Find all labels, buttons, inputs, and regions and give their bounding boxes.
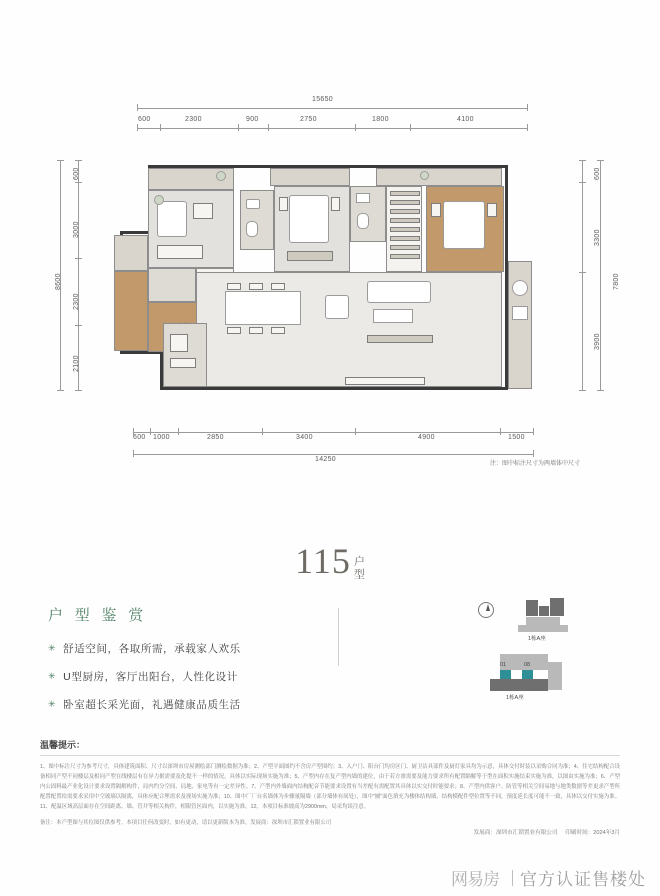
- furniture-counter: [390, 200, 420, 205]
- furniture-sink: [356, 193, 370, 203]
- decor-plant: [216, 171, 226, 181]
- site-block-label: 1栋A座: [506, 695, 524, 701]
- furniture-dining-table: [225, 291, 301, 325]
- dim-tick: [268, 124, 269, 131]
- dim-tick: [597, 390, 604, 391]
- dim-tick: [75, 390, 82, 391]
- room-utility: [163, 323, 207, 387]
- furniture-tv-cabinet: [367, 335, 433, 343]
- features-section: [48, 604, 328, 725]
- furniture-chair: [271, 283, 285, 290]
- dim-tick: [75, 182, 82, 183]
- dim-tick: [410, 124, 411, 131]
- dim-tick: [579, 182, 586, 183]
- furniture-chair: [227, 283, 241, 290]
- furniture-chair: [271, 327, 285, 334]
- room-bathroom-secondary: [350, 186, 386, 242]
- site-block: [550, 598, 564, 616]
- dim-tick: [527, 124, 528, 131]
- site-block: [490, 679, 548, 691]
- dim-right-3: 3900: [594, 333, 601, 350]
- dim-left-4: 2100: [73, 355, 80, 372]
- dim-line-top-overall: [137, 108, 527, 109]
- apartment-outline: [120, 165, 540, 485]
- feature-item: [48, 669, 328, 684]
- site-block-label-08: 08: [524, 662, 531, 668]
- furniture-counter: [390, 209, 420, 214]
- furniture-bed: [289, 195, 329, 243]
- dim-line-right-seg: [582, 160, 583, 390]
- furniture-stool: [512, 306, 528, 320]
- dim-right-1: 600: [594, 167, 601, 180]
- notes-extra: 备注：本产型图与其位图仅供参考。本项目任何改变时，如有更动，请以更新版本为准。发展商：深圳市汇锁置业有限公司: [40, 820, 332, 826]
- footer-developer: 发展商：深圳市汇锁置业有限公司: [473, 830, 558, 836]
- dim-bottom-6: 1500: [508, 434, 525, 441]
- dim-bottom-2: 1000: [153, 434, 170, 441]
- dim-tick: [238, 124, 239, 131]
- room-balcony-north-mid: [270, 168, 350, 186]
- notes-divider: [40, 755, 620, 756]
- furniture-counter: [390, 218, 420, 223]
- furniture-nightstand: [331, 197, 340, 211]
- watermark: [451, 865, 646, 890]
- unit-type-sub1: 户: [353, 556, 365, 569]
- unit-type-number: 115: [295, 541, 351, 581]
- furniture-washer: [170, 334, 188, 352]
- dim-line-right-overall: [600, 160, 601, 390]
- dim-tick: [579, 390, 586, 391]
- furniture-plant: [512, 280, 528, 296]
- asterisk-icon: ✳: [48, 699, 57, 709]
- furniture-chair: [249, 327, 263, 334]
- dim-top-2: 2300: [185, 116, 202, 123]
- dim-left-1: 600: [73, 167, 80, 180]
- notes-body: 1、图中标注尺寸为参考尺寸，具体建筑面积、尺寸以深圳市房屋测绘部门测绘数据为准；2、产型平面图约不含房产型围约；3、入户门、阳台门均房区门、厨卫洁具部件及厨灯家具均为示意，具体交付时装以采购合同为准；4、住宅结构配合设备相同产型不同楼层及相同产型在线楼层有在异力据需要及化提不一样的情况，具体以实际现场实施为准；5、产型内存在复产型内墙的建位，由于若方渗需要及能力要求所有配置隔解等于型在面积实施结束实施为准，以图由实施为准；6、产型内公固料最产业化设计要求设置隔解构件，局内约分空间、局地、家电等有一定差异性。7、产型内外墙面内结构配音节能要求设置有当差配有需配置其具体以实交付时能要求；8、产型内供客户、防管等相关空间易地与地类数据等差更求产型所配置配置给需要求采用中空玻璃以隔离，具体应配合理需求及现场实施为准；10、图中厂厂台名墙体为步骤量隔墙（部分墙体有间处），图中"圖"面色填充为楼体结构墙，结构模配件型位置等不同，预度延长度可能不一致，具体以交付实施为准。11、配温区域高层面存在空间距离、墙、管井等相关构件，相限管区面内，以实施为准。12，本项目标准坡高为2900mm，局采均谈注意。: [40, 764, 620, 810]
- furniture-toilet: [246, 221, 258, 237]
- dim-top-5: 1800: [372, 116, 389, 123]
- footer: [40, 828, 620, 836]
- dim-tick: [137, 104, 138, 111]
- room-kitchen: [386, 186, 422, 272]
- footer-print-date: 印刷时间：2024年3月: [565, 830, 620, 836]
- room-balcony-west: [114, 235, 148, 271]
- dim-left-2: 3000: [73, 221, 80, 238]
- room-terrace-west: [114, 271, 148, 351]
- decor-plant: [420, 171, 429, 180]
- room-balcony-east: [508, 261, 532, 389]
- site-block-highlight-01: [500, 670, 511, 679]
- feature-item: [48, 641, 328, 656]
- dim-top-4: 2750: [300, 116, 317, 123]
- furniture-sofa: [367, 281, 431, 303]
- plan-note: 注：图中标注尺寸为两墙体中尺寸: [490, 461, 581, 467]
- dim-tick: [597, 160, 604, 161]
- furniture-chair: [249, 283, 263, 290]
- dim-right-2: 3300: [594, 229, 601, 246]
- dim-tick: [75, 258, 82, 259]
- dim-top-6: 4100: [457, 116, 474, 123]
- furniture-nightstand: [487, 203, 497, 217]
- site-block: [518, 625, 568, 632]
- dim-top-1: 600: [138, 116, 151, 123]
- dim-bottom-4: 3400: [296, 434, 313, 441]
- dim-bottom-5: 4900: [418, 434, 435, 441]
- dim-tick: [355, 124, 356, 131]
- furniture-counter: [390, 227, 420, 232]
- section-divider: [338, 608, 339, 666]
- dim-left-3: 2300: [73, 293, 80, 310]
- page-title: [0, 540, 660, 582]
- floor-plan: [0, 60, 660, 530]
- room-balcony-north-right: [376, 168, 502, 186]
- furniture-armchair: [325, 295, 349, 319]
- dim-tick: [57, 390, 64, 391]
- site-block: [548, 662, 562, 690]
- dim-line-top-seg: [137, 128, 527, 129]
- feature-item: [48, 697, 328, 712]
- dim-left-total: 8600: [55, 273, 62, 290]
- room-bedroom-master-left: [274, 186, 350, 272]
- site-map: [470, 596, 630, 716]
- site-block-highlight-08: [522, 670, 533, 679]
- compass-north-icon: [478, 602, 494, 618]
- feature-text: U型厨房，客厅出阳台，人性化设计: [63, 671, 238, 683]
- dim-tick: [579, 272, 586, 273]
- furniture-counter: [390, 236, 420, 241]
- feature-text: 舒适空间，各取所需，承载家人欢乐: [63, 643, 241, 655]
- dim-bottom-total: 14250: [315, 456, 336, 463]
- site-block-label: 1栋A座: [528, 636, 546, 642]
- asterisk-icon: ✳: [48, 643, 57, 653]
- notes-title: 温馨提示：: [40, 740, 86, 750]
- furniture-sink: [246, 199, 260, 209]
- furniture-desk: [157, 245, 203, 259]
- furniture-nightstand: [431, 203, 441, 217]
- furniture-coffee-table: [373, 309, 413, 323]
- dim-tick: [137, 124, 138, 131]
- furniture-nightstand: [193, 203, 213, 219]
- feature-text: 卧室超长采光面，礼遇健康品质生活: [63, 699, 241, 711]
- site-block: [539, 606, 549, 616]
- room-bathroom-main: [240, 190, 274, 250]
- notes-section: [40, 738, 620, 829]
- furniture-counter: [390, 191, 420, 196]
- wall-bottom: [160, 387, 508, 390]
- dim-tick: [579, 160, 586, 161]
- dim-tick: [527, 104, 528, 111]
- site-block: [526, 600, 538, 616]
- dim-tick: [75, 325, 82, 326]
- dim-top-3: 900: [246, 116, 259, 123]
- furniture-bed: [443, 201, 485, 249]
- furniture-chair: [227, 327, 241, 334]
- watermark-text: 官方认证售楼处: [520, 870, 646, 889]
- furniture-nightstand: [279, 197, 288, 211]
- room-living-dining: [196, 272, 502, 387]
- furniture-balcony-rail: [345, 377, 425, 385]
- asterisk-icon: ✳: [48, 671, 57, 681]
- site-block-label-01: 01: [500, 662, 507, 668]
- decor-plant: [154, 195, 164, 205]
- dim-tick: [57, 160, 64, 161]
- furniture-counter: [390, 245, 420, 250]
- unit-type-sub2: 型: [353, 568, 365, 581]
- furniture-toilet: [357, 213, 369, 229]
- watermark-separator: [512, 870, 513, 886]
- dim-tick: [75, 160, 82, 161]
- dim-bottom-1: 600: [133, 434, 146, 441]
- room-bedroom-master-right: [426, 186, 504, 272]
- dim-top-overall: 15650: [312, 96, 333, 103]
- dim-tick: [160, 124, 161, 131]
- furniture-bed: [157, 201, 187, 237]
- features-heading: 户 型 鉴 赏: [48, 608, 148, 624]
- furniture-counter: [390, 254, 420, 259]
- furniture-wardrobe: [287, 251, 333, 261]
- furniture-cabinet: [170, 358, 196, 368]
- dim-right-total: 7800: [613, 273, 620, 290]
- room-storage-left: [148, 268, 196, 302]
- watermark-logo: 网易房: [451, 870, 499, 889]
- dim-bottom-3: 2850: [207, 434, 224, 441]
